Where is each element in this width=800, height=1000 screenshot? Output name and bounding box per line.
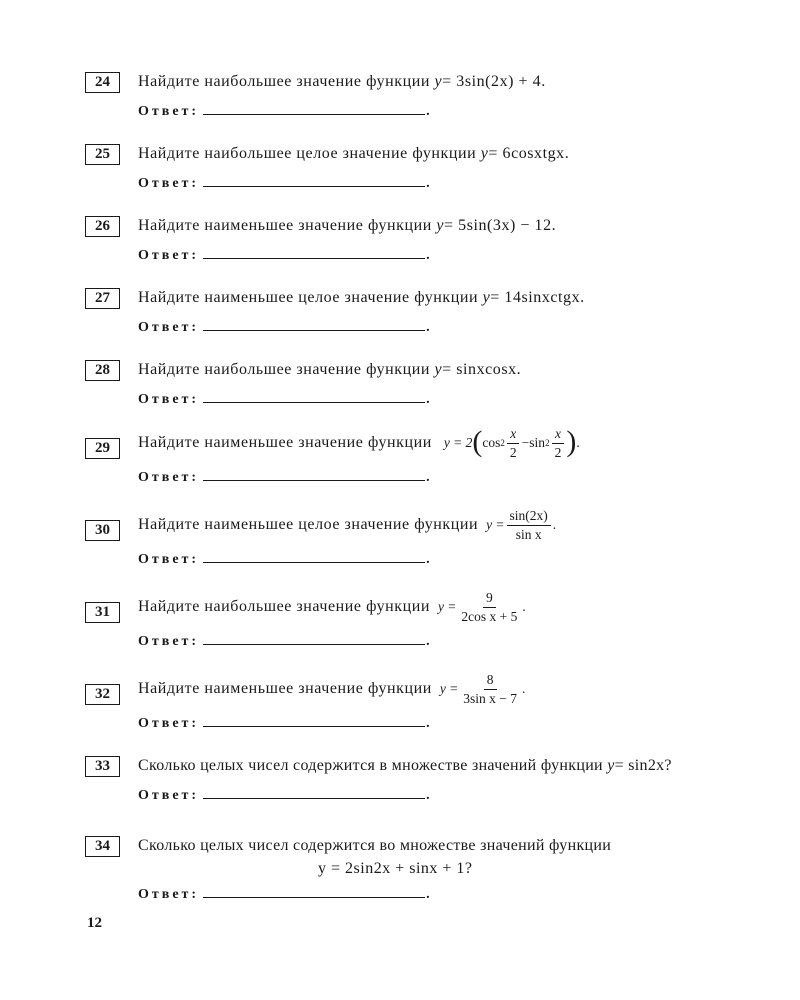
task-question xyxy=(138,145,569,163)
function-expression: = sinxcosx. xyxy=(442,361,522,378)
task-31 xyxy=(85,590,755,649)
fraction: $\frac{x}{2}$ xyxy=(507,426,520,460)
function-formula: y = $\frac{9}{\text{2cos x + 5}}$ . xyxy=(437,590,526,624)
task-34 xyxy=(85,836,755,902)
task-number: 26 xyxy=(85,216,120,237)
question-text: Найдите наименьшее значение функции xyxy=(138,434,432,452)
task-26 xyxy=(85,216,755,263)
answer-field[interactable] xyxy=(203,884,425,898)
fraction: $\frac{x}{2}$ xyxy=(552,426,565,460)
task-number: 28 xyxy=(85,360,120,381)
answer-field[interactable] xyxy=(203,317,425,331)
task-question xyxy=(138,508,556,542)
task-number: 25 xyxy=(85,144,120,165)
answer-row: Ответ: . xyxy=(138,785,430,804)
function-formula: y = $\frac{8}{\text{3sin x − 7}}$ . xyxy=(439,672,526,706)
answer-row: Ответ: . xyxy=(138,101,430,120)
question-text: Найдите наименьшее значение функции xyxy=(138,680,432,698)
task-question xyxy=(138,217,556,235)
answer-field[interactable] xyxy=(203,631,425,645)
sin-term: sin xyxy=(529,435,546,451)
task-number: 32 xyxy=(85,684,120,705)
answer-row: Ответ: . xyxy=(138,713,430,732)
formula-lhs: y = xyxy=(486,517,505,533)
answer-field[interactable] xyxy=(203,173,425,187)
task-question xyxy=(138,757,672,775)
cos-term: cos xyxy=(482,435,501,451)
formula-lhs: y = 2 xyxy=(443,435,473,451)
task-number: 30 xyxy=(85,520,120,541)
question-text: Сколько целых чисел содержится в множестве значений функции xyxy=(138,757,603,774)
answer-row: Ответ: . xyxy=(138,884,430,903)
fraction: $\frac{9}{\text{2cos x + 5}}$ xyxy=(461,590,518,624)
fraction: $\frac{8}{\text{3sin x − 7}}$ xyxy=(463,672,518,706)
task-29 xyxy=(85,425,755,485)
answer-label: Ответ: xyxy=(138,887,200,902)
question-text: Найдите наибольшее значение функции xyxy=(138,361,430,378)
function-expression: = sin2x? xyxy=(614,757,672,774)
task-question xyxy=(138,73,546,91)
question-text: Сколько целых чисел содержится во множестве значений функции xyxy=(138,837,612,854)
question-text: Найдите наименьшее целое значение функции xyxy=(138,516,479,534)
answer-field[interactable] xyxy=(203,467,425,481)
answer-row: Ответ: . xyxy=(138,245,430,264)
function-formula: y = 2 ( cos 2 $\frac{x}{2}$ − sin 2 $\frac{x}{2}$ ) . xyxy=(443,425,580,460)
function-expression: = 14sinxctgx. xyxy=(490,289,585,306)
fraction: $\frac{\sin(2x)}{\text{sin x}}$ xyxy=(507,508,551,542)
answer-label: Ответ: xyxy=(138,634,200,649)
task-33 xyxy=(85,756,755,803)
answer-label: Ответ: xyxy=(138,716,200,731)
task-25 xyxy=(85,144,755,191)
answer-row: Ответ: . xyxy=(138,467,430,486)
function-var: y xyxy=(482,289,491,306)
answer-label: Ответ: xyxy=(138,176,200,191)
answer-label: Ответ: xyxy=(138,470,200,485)
answer-label: Ответ: xyxy=(138,320,200,335)
answer-row: Ответ: . xyxy=(138,173,430,192)
function-var: y xyxy=(434,73,443,90)
answer-field[interactable] xyxy=(203,389,425,403)
answer-row: Ответ: . xyxy=(138,317,430,336)
function-expression: y = 2sin2x + sinx + 1? xyxy=(318,860,473,877)
task-question xyxy=(138,672,525,706)
answer-row: Ответ: . xyxy=(138,549,430,568)
task-question xyxy=(138,837,611,855)
answer-label: Ответ: xyxy=(138,788,200,803)
page-number: 12 xyxy=(87,915,102,931)
task-30 xyxy=(85,508,755,567)
function-formula: y = $\frac{\sin(2x)}{\text{sin x}}$ . xyxy=(486,508,557,542)
task-number: 31 xyxy=(85,602,120,623)
function-expression: = 5sin(3x) − 12. xyxy=(444,217,557,234)
task-number: 33 xyxy=(85,756,120,777)
answer-label: Ответ: xyxy=(138,552,200,567)
formula-lhs: y = xyxy=(439,681,459,697)
answer-label: Ответ: xyxy=(138,104,200,119)
answer-field[interactable] xyxy=(203,713,425,727)
answer-field[interactable] xyxy=(203,549,425,563)
function-var: y xyxy=(607,757,615,774)
answer-label: Ответ: xyxy=(138,392,200,407)
answer-row: Ответ: . xyxy=(138,631,430,650)
question-text: Найдите наибольшее значение функции xyxy=(138,73,430,90)
question-text: Найдите наименьшее значение функции xyxy=(138,217,432,234)
function-var: y xyxy=(480,145,489,162)
task-number: 34 xyxy=(85,836,120,857)
task-question xyxy=(138,289,585,307)
function-var: y xyxy=(436,217,445,234)
task-question xyxy=(138,426,580,460)
function-expression: = 6cosxtgx. xyxy=(488,145,570,162)
answer-field[interactable] xyxy=(203,785,425,799)
task-24 xyxy=(85,72,755,119)
formula-lhs: y = xyxy=(437,599,457,615)
answer-row: Ответ: . xyxy=(138,389,430,408)
function-expression: = 3sin(2x) + 4. xyxy=(442,73,546,90)
function-var: y xyxy=(434,361,443,378)
question-text: Найдите наибольшее значение функции xyxy=(138,598,430,616)
task-32 xyxy=(85,672,755,731)
task-number: 29 xyxy=(85,438,120,459)
answer-label: Ответ: xyxy=(138,248,200,263)
task-number: 24 xyxy=(85,72,120,93)
question-text: Найдите наименьшее целое значение функции xyxy=(138,289,479,306)
answer-field[interactable] xyxy=(203,101,425,115)
minus-sign: − xyxy=(521,435,530,451)
task-28 xyxy=(85,360,755,407)
task-27 xyxy=(85,288,755,335)
task-question xyxy=(138,590,526,624)
answer-field[interactable] xyxy=(203,245,425,259)
task-number: 27 xyxy=(85,288,120,309)
task-question xyxy=(138,361,521,379)
question-text: Найдите наибольшее целое значение функции xyxy=(138,145,477,162)
